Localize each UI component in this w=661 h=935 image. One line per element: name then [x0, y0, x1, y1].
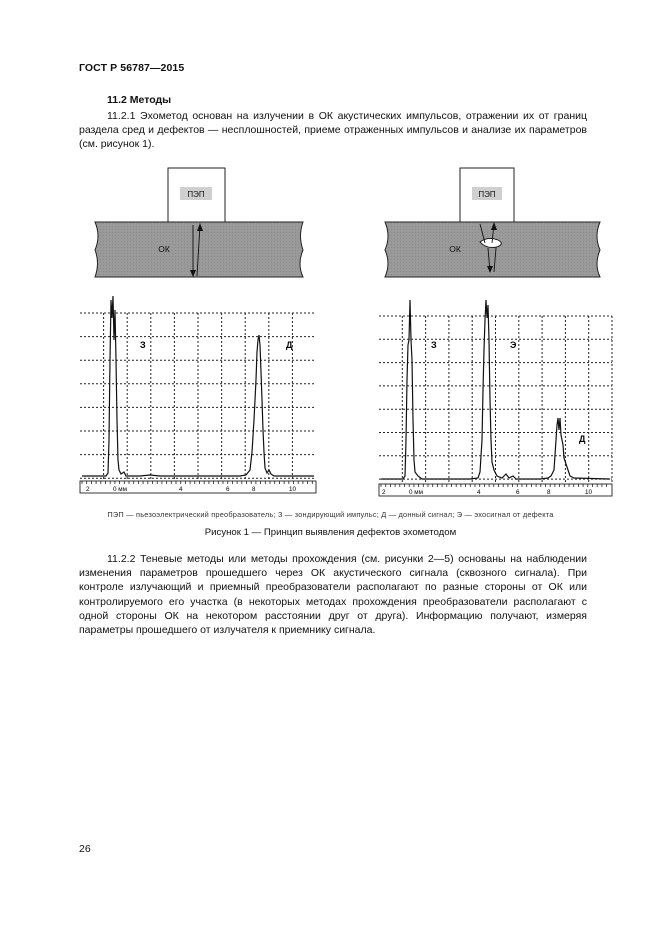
right-tick-label: 4	[477, 489, 481, 496]
defect-echo-label: Э	[510, 340, 517, 350]
right-tick-label: 6	[516, 489, 520, 496]
bottom-signal-label: Д	[579, 434, 586, 444]
right-tick-label: 2	[382, 489, 386, 496]
left-tick-label: 8	[252, 486, 256, 493]
left-oscillogram	[80, 296, 316, 493]
figure-echo-method	[0, 160, 661, 505]
probe-pulse-label: З	[140, 340, 146, 350]
section-title: 11.2 Методы	[107, 94, 172, 106]
paragraph-text: 11.2.1 Эхометод основан на излучении в ОК акустических импульсов, отражении их от границ раздела сред и дефектов — несплошностей, приеме отраженных импульсов и анализе их параметров (см. рисунок 1).	[79, 110, 587, 151]
right-tick-label: 8	[547, 489, 551, 496]
left-tick-label: 10	[289, 486, 297, 493]
figure-caption: Рисунок 1 — Принцип выявления дефектов эхометодом	[204, 527, 457, 538]
probe-pulse-label: З	[431, 340, 437, 350]
paragraph-text: 11.2.2 Теневые методы или методы прохождения (см. рисунки 2—5) основаны на наблюдении изменения параметров прошедшего через ОК акустического сигнала (сквозного сигнала). При контроле излучающий и приемный преобразователи располагают по разные стороны от ОК или контролируемого его участка (в некоторых методах прохождения преобразователи располагают с одной стороны ОК на некотором расстоянии друг от друга). Информацию получают, измеряя параметры прошедшего от излучателя к приемнику сигнала.	[79, 553, 587, 637]
object-label: ОК	[449, 244, 461, 254]
left-tick-label: 6	[226, 486, 230, 493]
bottom-signal-label: Д	[286, 340, 293, 350]
right-specimen-diagram	[385, 168, 600, 277]
left-tick-label: 0 мм	[113, 486, 127, 493]
page-number: 26	[79, 843, 91, 855]
left-tick-label: 4	[179, 486, 183, 493]
paragraph-11-2-1	[79, 109, 587, 152]
document-header: ГОСТ Р 56787—2015	[79, 62, 185, 74]
object-label: ОК	[158, 244, 170, 254]
figure-legend: ПЭП — пьезоэлектрический преобразователь; З — зондирующий импульс; Д — донный сигнал; Э — эхосигнал от дефекта	[107, 510, 554, 519]
left-tick-label: 2	[86, 486, 90, 493]
paragraph-11-2-2	[79, 552, 587, 637]
left-specimen-diagram	[95, 168, 303, 277]
test-object-block	[385, 222, 600, 277]
right-oscillogram	[379, 300, 612, 496]
right-tick-label: 10	[585, 489, 593, 496]
transducer-label: ПЭП	[187, 190, 205, 199]
transducer-label: ПЭП	[478, 190, 496, 199]
right-tick-label: 0 мм	[409, 489, 423, 496]
